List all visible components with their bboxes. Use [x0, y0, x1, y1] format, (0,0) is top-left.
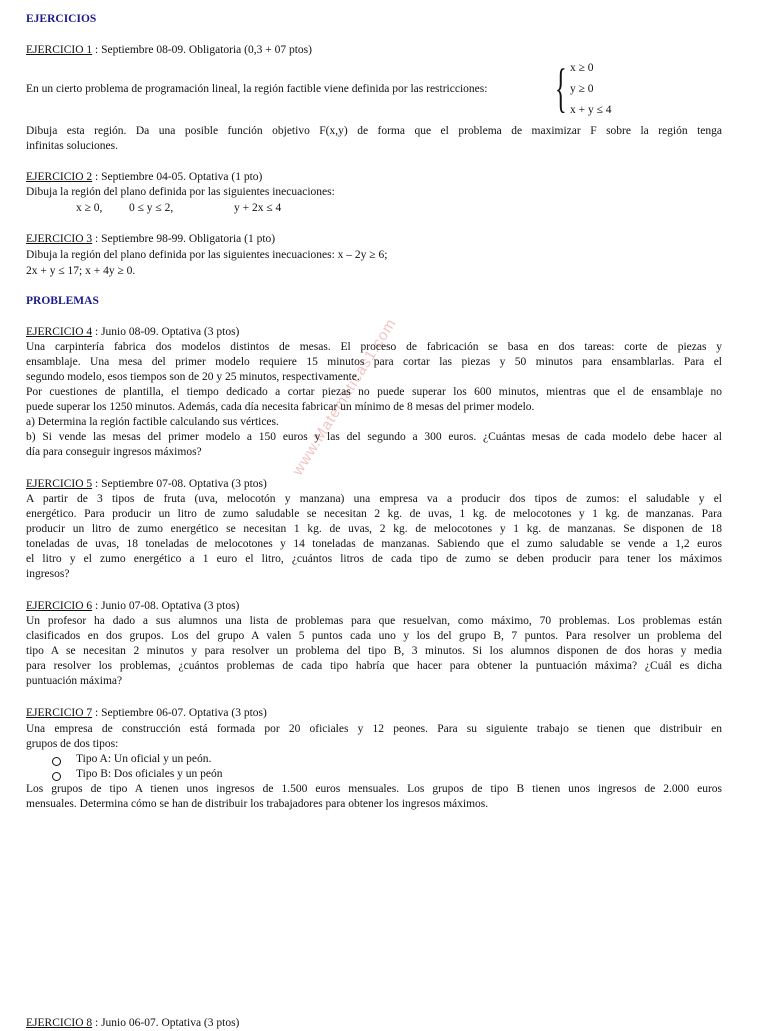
body-line: Los grupos de tipo A tienen unos ingresos de 1.500 euros mensuales. Los grupos de tipo B tienen unos ingresos de 2.000 euros	[26, 783, 722, 795]
body-line: clasificados en dos grupos. Los del grupo A valen 5 puntos cada uno y los del grupo B, 7 puntos. Para resolver un problema del	[26, 630, 722, 642]
bullet-circle-icon	[52, 772, 61, 781]
bullet-item: Tipo B: Dos oficiales y un peón	[76, 768, 223, 780]
exercise-3-statement: Dibuja la región del plano definida por las siguientes inecuaciones: x – 2y ≥ 6;	[26, 249, 388, 261]
exercise-6-header	[26, 599, 239, 614]
exercise-7-header	[26, 706, 267, 721]
body-line: Por cuestiones de plantilla, el tiempo dedicado a cortar piezas no puede superar los 600 minutos, mientras que el de ensamblaje no	[26, 386, 722, 398]
body-line: para resolver los problemas, ¿cuántos problemas de cada tipo habría que hacer para obtener la puntuación máxima? ¿Cuál es dicha	[26, 660, 722, 672]
body-line: ensamblaje. Una mesa del primer modelo requiere 15 minutos para cortar las piezas y 50 minutos para ensamblarlas. Para el	[26, 356, 722, 368]
constraint-brace: {	[555, 58, 567, 118]
body-line: puntuación máxima?	[26, 675, 123, 687]
exercise-5-body	[26, 492, 722, 582]
body-line: segundo modelo, esos tiempos son de 20 y 25 minutos, respectivamente.	[26, 371, 360, 383]
constraint-1: x ≥ 0	[570, 62, 594, 74]
exercise-1-meta: : Septiembre 08-09. Obligatoria (0,3 + 07 ptos)	[92, 44, 312, 56]
body-line: a) Determina la región factible calculando sus vértices.	[26, 416, 279, 428]
exercise-3-statement-cont: 2x + y ≤ 17; x + 4y ≥ 0.	[26, 265, 136, 277]
exercise-5-meta: : Septiembre 07-08. Optativa (3 ptos)	[92, 478, 267, 490]
body-line: día para conseguir ingresos máximos?	[26, 446, 202, 458]
inequality-2: 0 ≤ y ≤ 2,	[129, 202, 174, 214]
exercise-4-body	[26, 340, 722, 460]
body-line: toneladas de uvas, 18 toneladas de melocotones y 14 toneladas de manzanas. Sabiendo que el zumo saludable se vende a 1,2 euros	[26, 538, 722, 550]
body-line: tipo A se necesitan 2 minutos y para resolver un problema del tipo B, 3 minutos. Si los alumnos disponen de dos horas y media	[26, 645, 722, 657]
body-line: Dibuja esta región. Da una posible función objetivo F(x,y) de forma que el problema de maximizar F sobre la región tenga	[26, 125, 722, 137]
constraint-2: y ≥ 0	[570, 83, 594, 95]
body-line: infinitas soluciones.	[26, 140, 118, 152]
inequality-1: x ≥ 0,	[76, 202, 103, 214]
exercise-8-label: EJERCICIO 8	[26, 1017, 93, 1029]
exercise-6-meta: : Junio 07-08. Optativa (3 ptos)	[92, 600, 240, 612]
exercise-2-header	[26, 170, 262, 185]
constraint-3: x + y ≤ 4	[570, 104, 612, 116]
body-line: grupos de dos tipos:	[26, 738, 119, 750]
body-line: Un profesor ha dado a sus alumnos una lista de problemas para que resuelvan, como máximo, 70 problemas. Los problemas están	[26, 615, 722, 627]
bullet-circle-icon	[52, 757, 61, 766]
bullet-item: Tipo A: Un oficial y un peón.	[76, 753, 212, 765]
exercise-5-header	[26, 477, 267, 492]
exercise-3-label: EJERCICIO 3	[26, 233, 93, 245]
exercise-1-intro: En un cierto problema de programación lineal, la región factible viene definida por las restricciones:	[26, 83, 488, 95]
exercise-4-meta: : Junio 08-09. Optativa (3 ptos)	[92, 326, 240, 338]
exercise-6-label: EJERCICIO 6	[26, 600, 93, 612]
exercise-6-body	[26, 614, 722, 689]
exercise-7-body-b	[26, 782, 722, 812]
exercise-4-header	[26, 325, 239, 340]
exercise-1-body	[26, 124, 722, 154]
exercise-5-label: EJERCICIO 5	[26, 478, 93, 490]
section-heading-problemas: PROBLEMAS	[26, 295, 99, 307]
body-line: Una carpintería fabrica dos modelos distintos de mesas. El proceso de fabricación se basa en dos tareas: corte de piezas y	[26, 341, 722, 353]
exercise-2-meta: : Septiembre 04-05. Optativa (1 pto)	[92, 171, 263, 183]
body-line: energético. Para producir un litro de zumo saludable se necesitan 2 kg. de uvas, 1 kg. de melocotones y 1 kg. de manzanas. Para	[26, 508, 722, 520]
inequality-3: y + 2x ≤ 4	[234, 202, 282, 214]
exercise-3-meta: : Septiembre 98-99. Obligatoria (1 pto)	[92, 233, 276, 245]
exercise-2-statement: Dibuja la región del plano definida por las siguientes inecuaciones:	[26, 186, 335, 198]
body-line: Una empresa de construcción está formada por 20 oficiales y 12 peones. Para su siguiente trabajo se tienen que distribuir en	[26, 723, 722, 735]
body-line: mensuales. Determina cómo se han de distribuir los trabajadores para obtener los ingresos máximos.	[26, 798, 489, 810]
section-heading-ejercicios: EJERCICIOS	[26, 13, 97, 25]
exercise-2-label: EJERCICIO 2	[26, 171, 93, 183]
body-line: A partir de 3 tipos de fruta (uva, melocotón y manzana) una empresa va a producir dos tipos de zumos: el saludable y el	[26, 493, 722, 505]
body-line: ingresos?	[26, 568, 70, 580]
exercise-7-meta: : Septiembre 06-07. Optativa (3 ptos)	[92, 707, 267, 719]
exercise-1-label: EJERCICIO 1	[26, 44, 93, 56]
exercise-4-label: EJERCICIO 4	[26, 326, 93, 338]
exercise-8-meta: : Junio 06-07. Optativa (3 ptos)	[92, 1017, 240, 1029]
body-line: b) Si vende las mesas del primer modelo a 150 euros y las del segundo a 300 euros. ¿Cuántas mesas de cada modelo debe hacer al	[26, 431, 722, 443]
body-line: producir un litro de zumo energético se necesitan 1 kg. de uvas, 2 kg. de melocotones y 1 kg. de manzanas. Se disponen de 18	[26, 523, 722, 535]
body-line: puede superar los 1250 minutos. Además, cada día necesita fabricar un mínimo de 8 mesas del primer modelo.	[26, 401, 535, 413]
exercise-7-label: EJERCICIO 7	[26, 707, 93, 719]
body-line: el litro y el zumo energético a 1 euro el litro, ¿cuántos litros de cada tipo de zumo se deben producir para tener los máximos	[26, 553, 722, 565]
exercise-1-header	[26, 43, 312, 58]
exercise-7-body-a	[26, 722, 722, 752]
watermark: www.Matematicas1.com	[289, 315, 400, 479]
exercise-3-header	[26, 232, 275, 247]
